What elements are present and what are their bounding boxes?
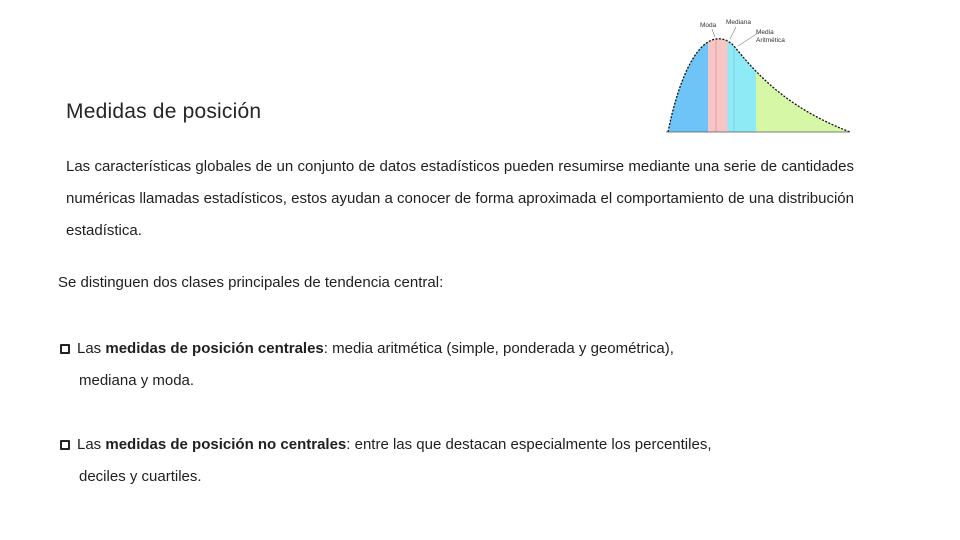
skewed-distribution-diagram (660, 12, 860, 137)
media-arrow (738, 33, 758, 46)
subtitle-text: Se distinguen dos clases principales de tendencia central: (58, 274, 444, 291)
bullet-bold-term: medidas de posición no centrales (105, 436, 347, 453)
label-media-line1: Media (756, 29, 774, 36)
checkbox-bullet-icon (60, 440, 70, 450)
bullet-central-measures (60, 333, 820, 397)
mediana-arrow (730, 27, 736, 39)
region-pink (708, 12, 728, 137)
intro-paragraph: Las características globales de un conjunto de datos estadísticos pueden resumirse mediante una serie de cantidades numéricas llamadas estadísticos, estos ayudan a conocer de forma aproximada el comportamiento de una distribución estadística. (66, 158, 854, 239)
region-blue (668, 12, 708, 137)
slide-title: Medidas de posición (66, 100, 262, 123)
region-cyan (728, 12, 756, 137)
bullet-noncentral-measures (60, 429, 820, 493)
moda-arrow (712, 29, 715, 37)
label-moda: Moda (700, 22, 717, 29)
bullet-bold-term: medidas de posición centrales (105, 340, 324, 357)
label-mediana: Mediana (726, 19, 751, 26)
label-media-line2: Aritmética (756, 37, 785, 44)
bullet-text: Las medidas de posición centrales: media aritmética (simple, ponderada y geométrica), (77, 340, 674, 357)
bullet-text: Las medidas de posición no centrales: entre las que destacan especialmente los percentiles, (77, 436, 712, 453)
checkbox-bullet-icon (60, 344, 70, 354)
distribution-svg (660, 12, 860, 137)
bullet-continuation: mediana y moda. (79, 372, 195, 389)
bullet-continuation: deciles y cuartiles. (79, 468, 202, 485)
